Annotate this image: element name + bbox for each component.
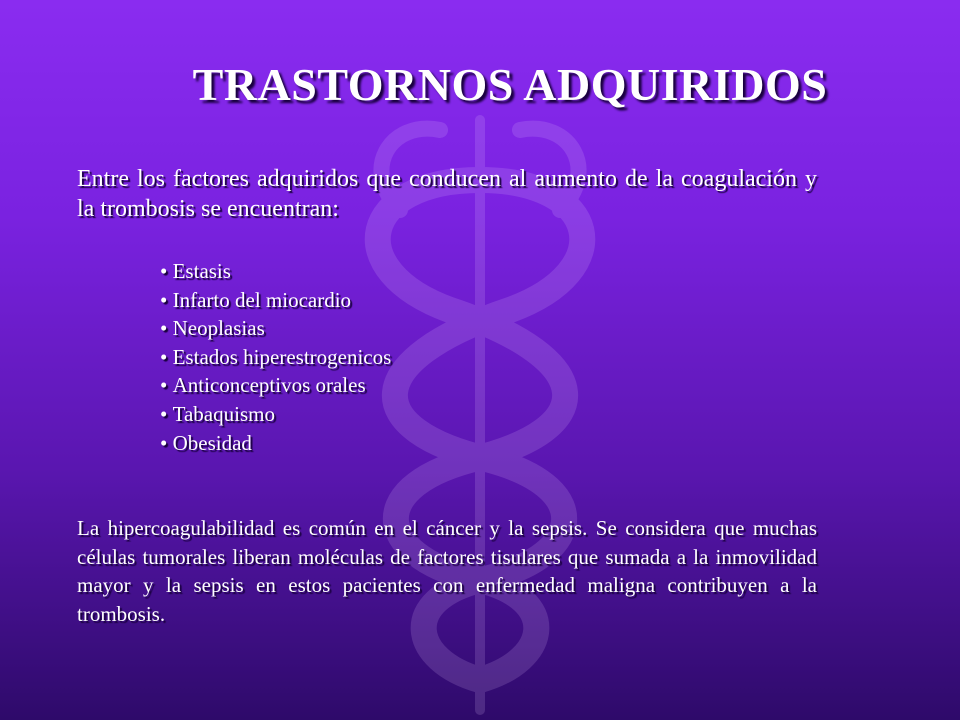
intro-paragraph: Entre los factores adquiridos que conducen al aumento de la coagulación y la trombosis se encuentran: bbox=[77, 166, 817, 222]
factor-item: • Estasis bbox=[160, 257, 391, 286]
factor-item: • Neoplasias bbox=[160, 314, 391, 343]
factor-item: • Anticonceptivos orales bbox=[160, 371, 391, 400]
factor-item: • Obesidad bbox=[160, 429, 391, 458]
factor-list bbox=[160, 257, 391, 457]
factor-item: • Infarto del miocardio bbox=[160, 286, 391, 315]
factor-item: • Estados hiperestrogenicos bbox=[160, 343, 391, 372]
slide-title: TRASTORNOS ADQUIRIDOS bbox=[192, 59, 828, 110]
factor-item: • Tabaquismo bbox=[160, 400, 391, 429]
closing-paragraph: La hipercoagulabilidad es común en el cáncer y la sepsis. Se considera que muchas células tumorales liberan moléculas de factores tisulares que sumada a la inmovilidad mayor y la sepsis en estos pacientes con enfermedad maligna contribuyen a la trombosis. bbox=[77, 516, 817, 626]
